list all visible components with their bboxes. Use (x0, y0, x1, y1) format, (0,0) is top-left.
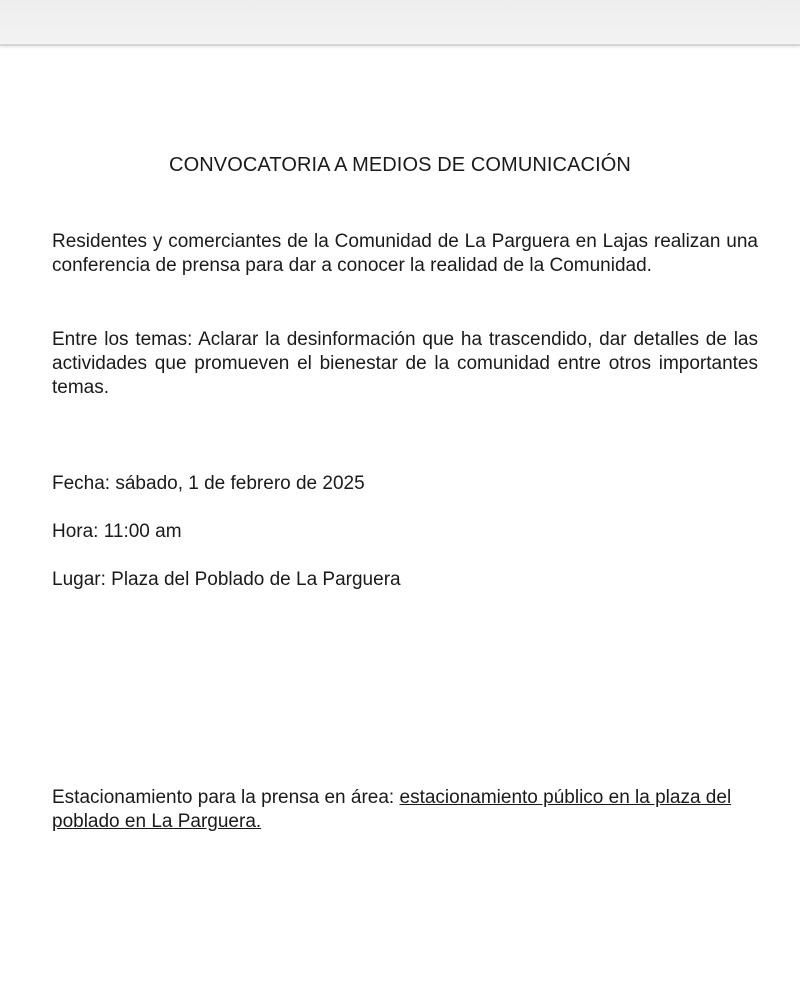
document-title: CONVOCATORIA A MEDIOS DE COMUNICACIÓN (169, 154, 631, 176)
topics-paragraph: Entre los temas: Aclarar la desinformación que ha trascendido, dar detalles de las actividades que promueven el bienestar de la comunidad entre otros importantes temas. (52, 329, 758, 398)
parking-detail: estacionamiento público en la plaza del poblado en La Parguera. (52, 787, 732, 832)
event-location: Lugar: Plaza del Poblado de La Parguera (52, 569, 401, 590)
intro-paragraph: Residentes y comerciantes de la Comunidad de La Parguera en Lajas realizan una conferencia de prensa para dar a conocer la realidad de la Comunidad. (52, 231, 758, 276)
event-time: Hora: 11:00 am (52, 521, 182, 542)
top-toolbar (0, 0, 800, 46)
event-date: Fecha: sábado, 1 de febrero de 2025 (52, 473, 365, 494)
parking-info (52, 786, 732, 834)
document-page (0, 46, 800, 1000)
parking-label: Estacionamiento para la prensa en área: (52, 787, 400, 808)
